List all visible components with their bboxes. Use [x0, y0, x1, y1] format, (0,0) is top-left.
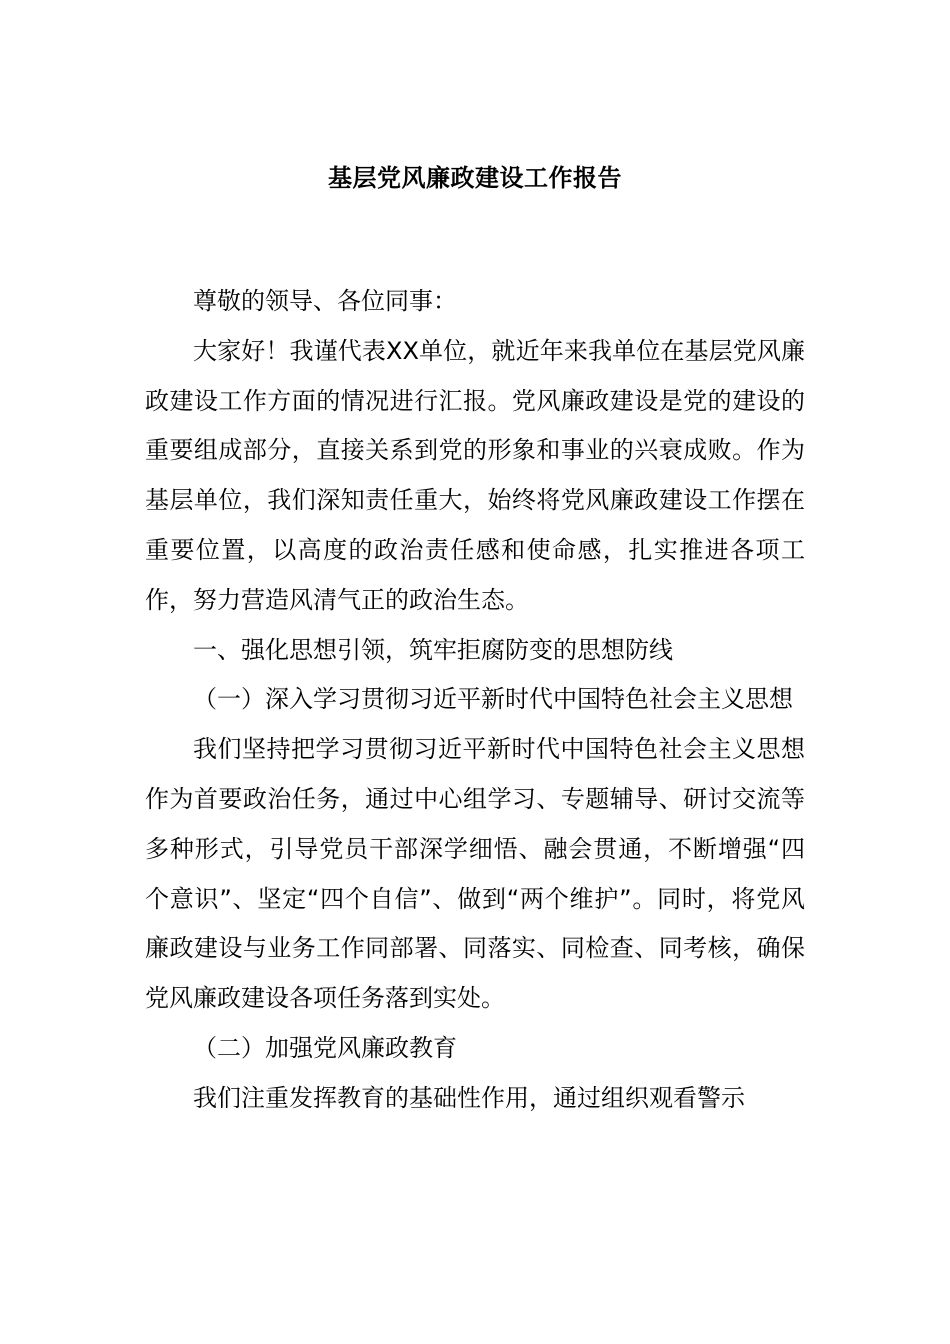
document-body	[145, 277, 805, 1124]
subsection-1-paragraph: 我们坚持把学习贯彻习近平新时代中国特色社会主义思想作为首要政治任务，通过中心组学习、专题辅导、研讨交流等多种形式，引导党员干部深学细悟、融会贯通，不断增强“四个意识”、坚定“四个自信”、做到“两个维护”。同时，将党风廉政建设与业务工作同部署、同落实、同检查、同考核，确保党风廉政建设各项任务落到实处。	[145, 735, 805, 1013]
subsection-heading-1: （一）深入学习贯彻习近平新时代中国特色社会主义思想	[193, 685, 793, 714]
document-title: 基层党风廉政建设工作报告	[328, 164, 622, 192]
subsection-heading-2: （二）加强党风廉政教育	[193, 1033, 457, 1062]
intro-paragraph: 大家好！我谨代表XX单位，就近年来我单位在基层党风廉政建设工作方面的情况进行汇报。党风廉政建设是党的建设的重要组成部分，直接关系到党的形象和事业的兴衰成败。作为基层单位，我们深知责任重大，始终将党风廉政建设工作摆在重要位置，以高度的政治责任感和使命感，扎实推进各项工作，努力营造风清气正的政治生态。	[145, 336, 805, 614]
subsection-2-paragraph: 我们注重发挥教育的基础性作用，通过组织观看警示	[193, 1083, 745, 1112]
section-heading-1: 一、强化思想引领，筑牢拒腐防变的思想防线	[193, 635, 673, 664]
salutation-paragraph: 尊敬的领导、各位同事：	[193, 287, 457, 315]
